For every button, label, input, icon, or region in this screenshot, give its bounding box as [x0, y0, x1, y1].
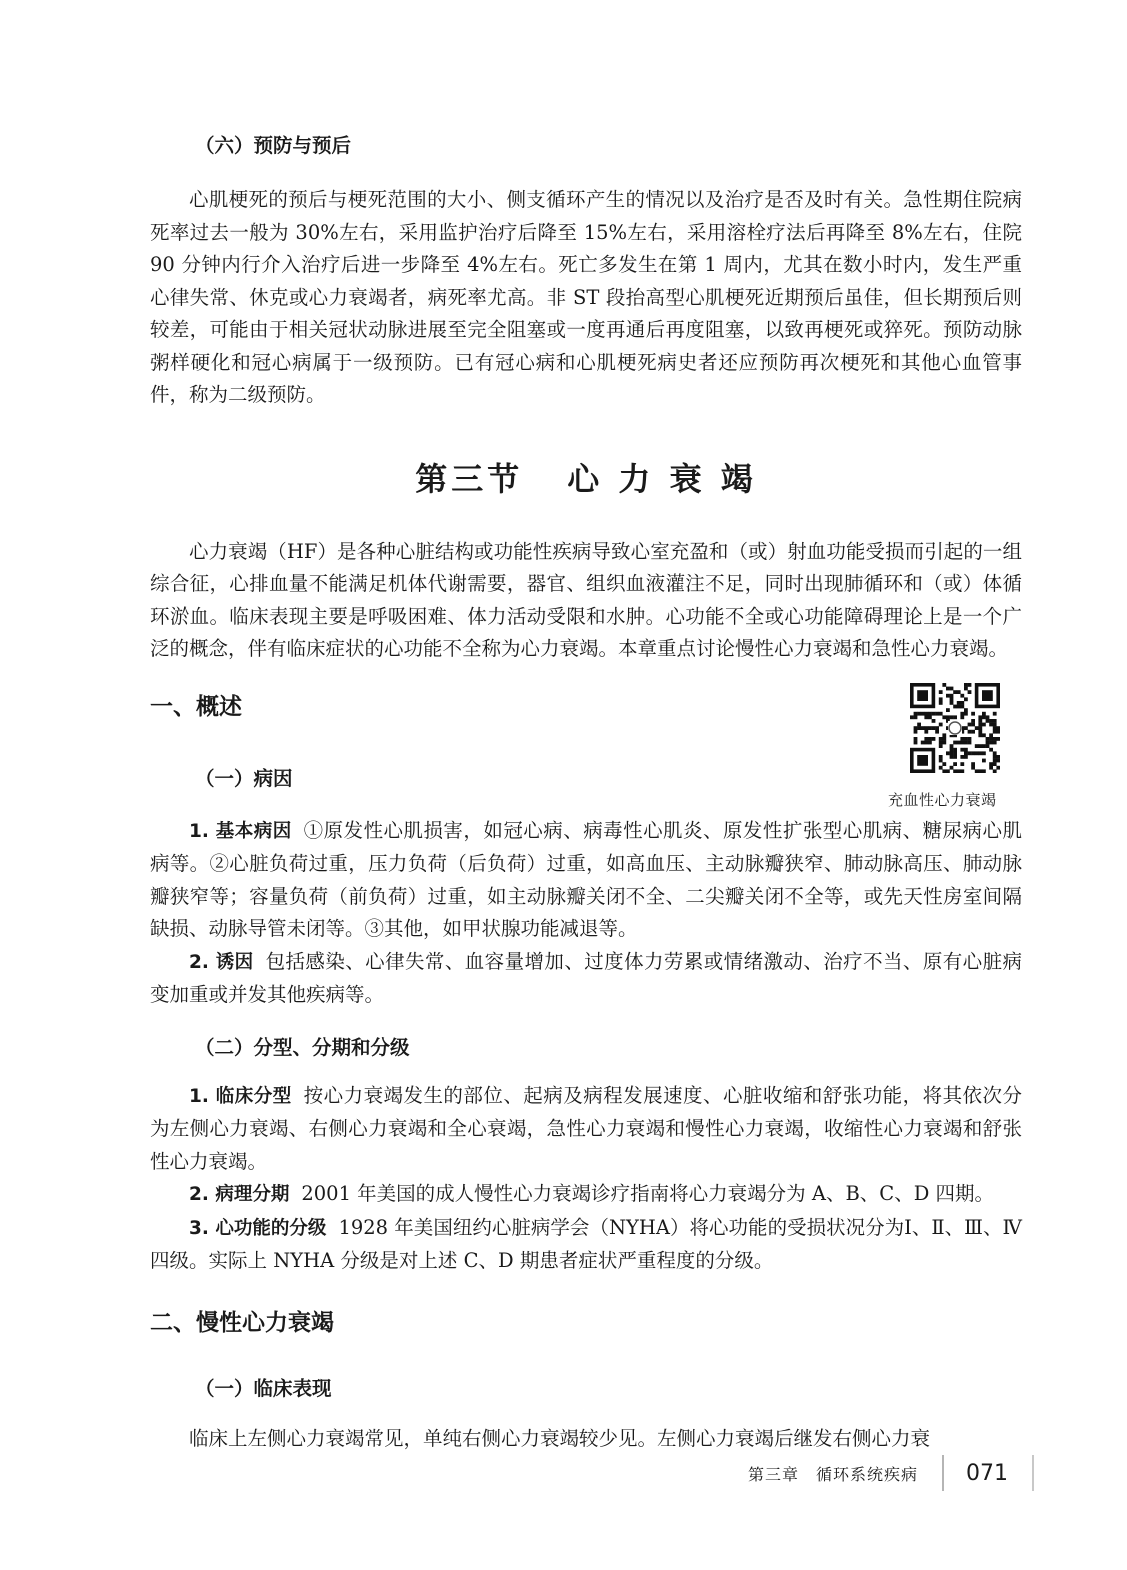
- etiology-item-1: [150, 815, 1022, 946]
- trigger-text: 包括感染、心律失常、血容量增加、过度体力劳累或情绪激动、治疗不当、原有心脏病变加重或并发其他疾病等。: [150, 949, 1022, 1006]
- classification-item-3: [150, 1212, 1022, 1278]
- page-number: 071: [966, 1460, 1009, 1486]
- footer-edge-rule: [1032, 1455, 1034, 1491]
- overview-heading: 一、概述: [150, 693, 242, 720]
- function-grade-text: 1928 年美国纽约心脏病学会（NYHA）将心功能的受损状况分为Ⅰ、Ⅱ、Ⅲ、Ⅳ四级。实际上 NYHA 分级是对上述 C、D 期患者症状严重程度的分级。: [150, 1215, 1023, 1272]
- qr-caption: 充血性心力衰竭: [888, 791, 997, 809]
- basic-cause-text: ①原发性心肌损害，如冠心病、病毒性心肌炎、原发性扩张型心肌病、糖尿病心肌病等。②心脏负荷过重，压力负荷（后负荷）过重，如高血压、主动脉瓣狭窄、肺动脉高压、肺动脉瓣狭窄等；容量负荷（前负荷）过重，如主动脉瓣关闭不全、二尖瓣关闭不全等，或先天性房室间隔缺损、动脉导管未闭等。③其他，如甲状腺功能减退等。: [150, 818, 1022, 940]
- qr-code-block[interactable]: [888, 683, 1028, 810]
- pathology-stage-term: 2. 病理分期: [189, 1184, 290, 1205]
- section-name: 心 力 衰 竭: [567, 459, 757, 498]
- clinical-type-text: 按心力衰竭发生的部位、起病及病程发展速度、心脏收缩和舒张功能，将其依次分为左侧心力衰竭、右侧心力衰竭和全心衰竭，急性心力衰竭和慢性心力衰竭，收缩性心力衰竭和舒张性心力衰竭。: [150, 1083, 1022, 1173]
- etiology-item-2: [150, 946, 1022, 1012]
- prevention-heading: （六）预防与预后: [195, 134, 352, 157]
- heart-failure-intro: 心力衰竭（HF）是各种心脏结构或功能性疾病导致心室充盈和（或）射血功能受损而引起的一组综合征，心排血量不能满足机体代谢需要，器官、组织血液灌注不足，同时出现肺循环和（或）体循环淤血。临床表现主要是呼吸困难、体力活动受限和水肿。心功能不全或心功能障碍理论上是一个广泛的概念，伴有临床症状的心功能不全称为心力衰竭。本章重点讨论慢性心力衰竭和急性心力衰竭。: [150, 539, 1022, 660]
- trigger-term: 2. 诱因: [189, 951, 254, 973]
- footer-chapter-title: 第三章 循环系统疾病: [748, 1464, 919, 1484]
- section-number: 第三节: [415, 459, 524, 498]
- page-footer: [748, 1452, 1034, 1494]
- etiology-heading: （一）病因: [195, 766, 293, 790]
- function-grade-term: 3. 心功能的分级: [189, 1217, 327, 1239]
- footer-divider: [942, 1455, 944, 1491]
- classification-item-2: [150, 1178, 1022, 1212]
- clinical-manifestation-paragraph: 临床上左侧心力衰竭常见，单纯右侧心力衰竭较少见。左侧心力衰竭后继发右侧心力衰: [189, 1426, 931, 1450]
- chronic-hf-heading: 二、慢性心力衰竭: [150, 1309, 334, 1336]
- pathology-stage-text: 2001 年美国的成人慢性心力衰竭诊疗指南将心力衰竭分为 A、B、C、D 四期。: [301, 1182, 995, 1205]
- section-title: [150, 454, 1022, 500]
- classification-heading: （二）分型、分期和分级: [195, 1035, 410, 1059]
- clinical-type-term: 1. 临床分型: [189, 1085, 292, 1107]
- qr-code-icon[interactable]: [910, 683, 1000, 773]
- clinical-manifestation-heading: （一）临床表现: [195, 1376, 332, 1400]
- classification-item-1: [150, 1080, 1022, 1179]
- prevention-paragraph: 心肌梗死的预后与梗死范围的大小、侧支循环产生的情况以及治疗是否及时有关。急性期住院病死率过去一般为 30%左右，采用监护治疗后降至 15%左右，采用溶栓疗法后再降至 8%左右，住院 90 分钟内行介入治疗后进一步降至 4%左右。死亡多发生在第 1 周内，尤其在数小时内，发生严重心律失常、休克或心力衰竭者，病死率尤高。非 ST 段抬高型心肌梗死近期预后虽佳，但长期预后则较差，可能由于相关冠状动脉进展至完全阻塞或一度再通后再度阻塞，以致再梗死或猝死。预防动脉粥样硬化和冠心病属于一级预防。已有冠心病和心肌梗死病史者还应预防再次梗死和其他心血管事件，称为二级预防。: [150, 188, 1022, 406]
- basic-cause-term: 1. 基本病因: [189, 820, 292, 842]
